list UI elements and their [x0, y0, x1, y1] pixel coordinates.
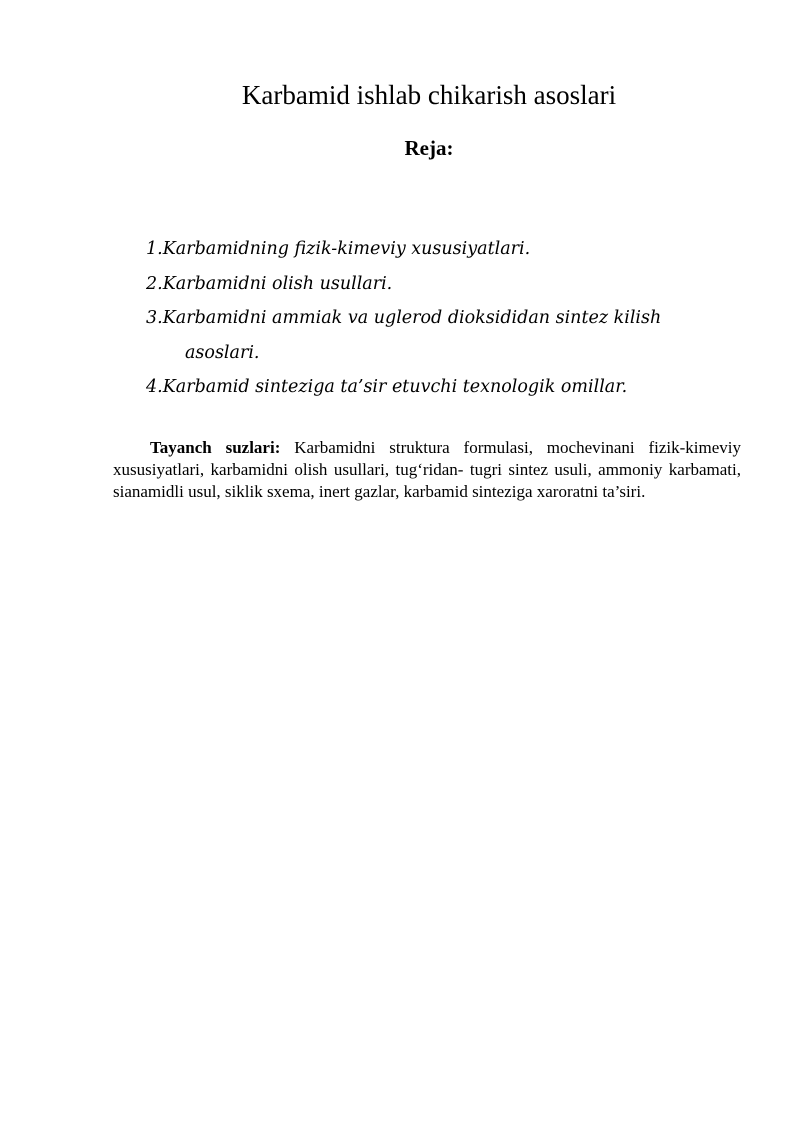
plan-heading: Reja: — [404, 136, 454, 160]
keywords-paragraph — [113, 437, 741, 503]
page-title: Karbamid ishlab chikarish asoslari — [241, 80, 617, 110]
plan-list — [146, 232, 746, 405]
plan-item-text: 1.Karbamidning fizik-kimeviy xususiyatlari. — [146, 239, 531, 259]
keywords-label: Tayanch suzlari: — [150, 438, 281, 457]
plan-item-text: 4.Karbamid sinteziga ta’sir etuvchi texnologik omillar. — [146, 377, 628, 397]
plan-item-continuation: asoslari. — [185, 342, 260, 363]
plan-item-4 — [146, 370, 746, 405]
plan-item-1 — [146, 232, 746, 267]
plan-item-3 — [146, 301, 746, 370]
plan-item-text: 3.Karbamidni ammiak va uglerod dioksididan sintez kilish — [146, 308, 662, 328]
plan-item-text: 2.Karbamidni olish usullari. — [146, 273, 393, 294]
plan-item-2 — [146, 267, 746, 302]
keywords-text: Karbamidni struktura formulasi, mochevinani fizik-kimeviy xususiyatlari, karbamidni olish usullari, tug‘ridan- tugri sintez usuli, ammoniy karbamati, sianamidli usul, siklik sxema, inert gazlar, karbamid sinteziga xaroratni ta’siri. — [113, 438, 741, 501]
